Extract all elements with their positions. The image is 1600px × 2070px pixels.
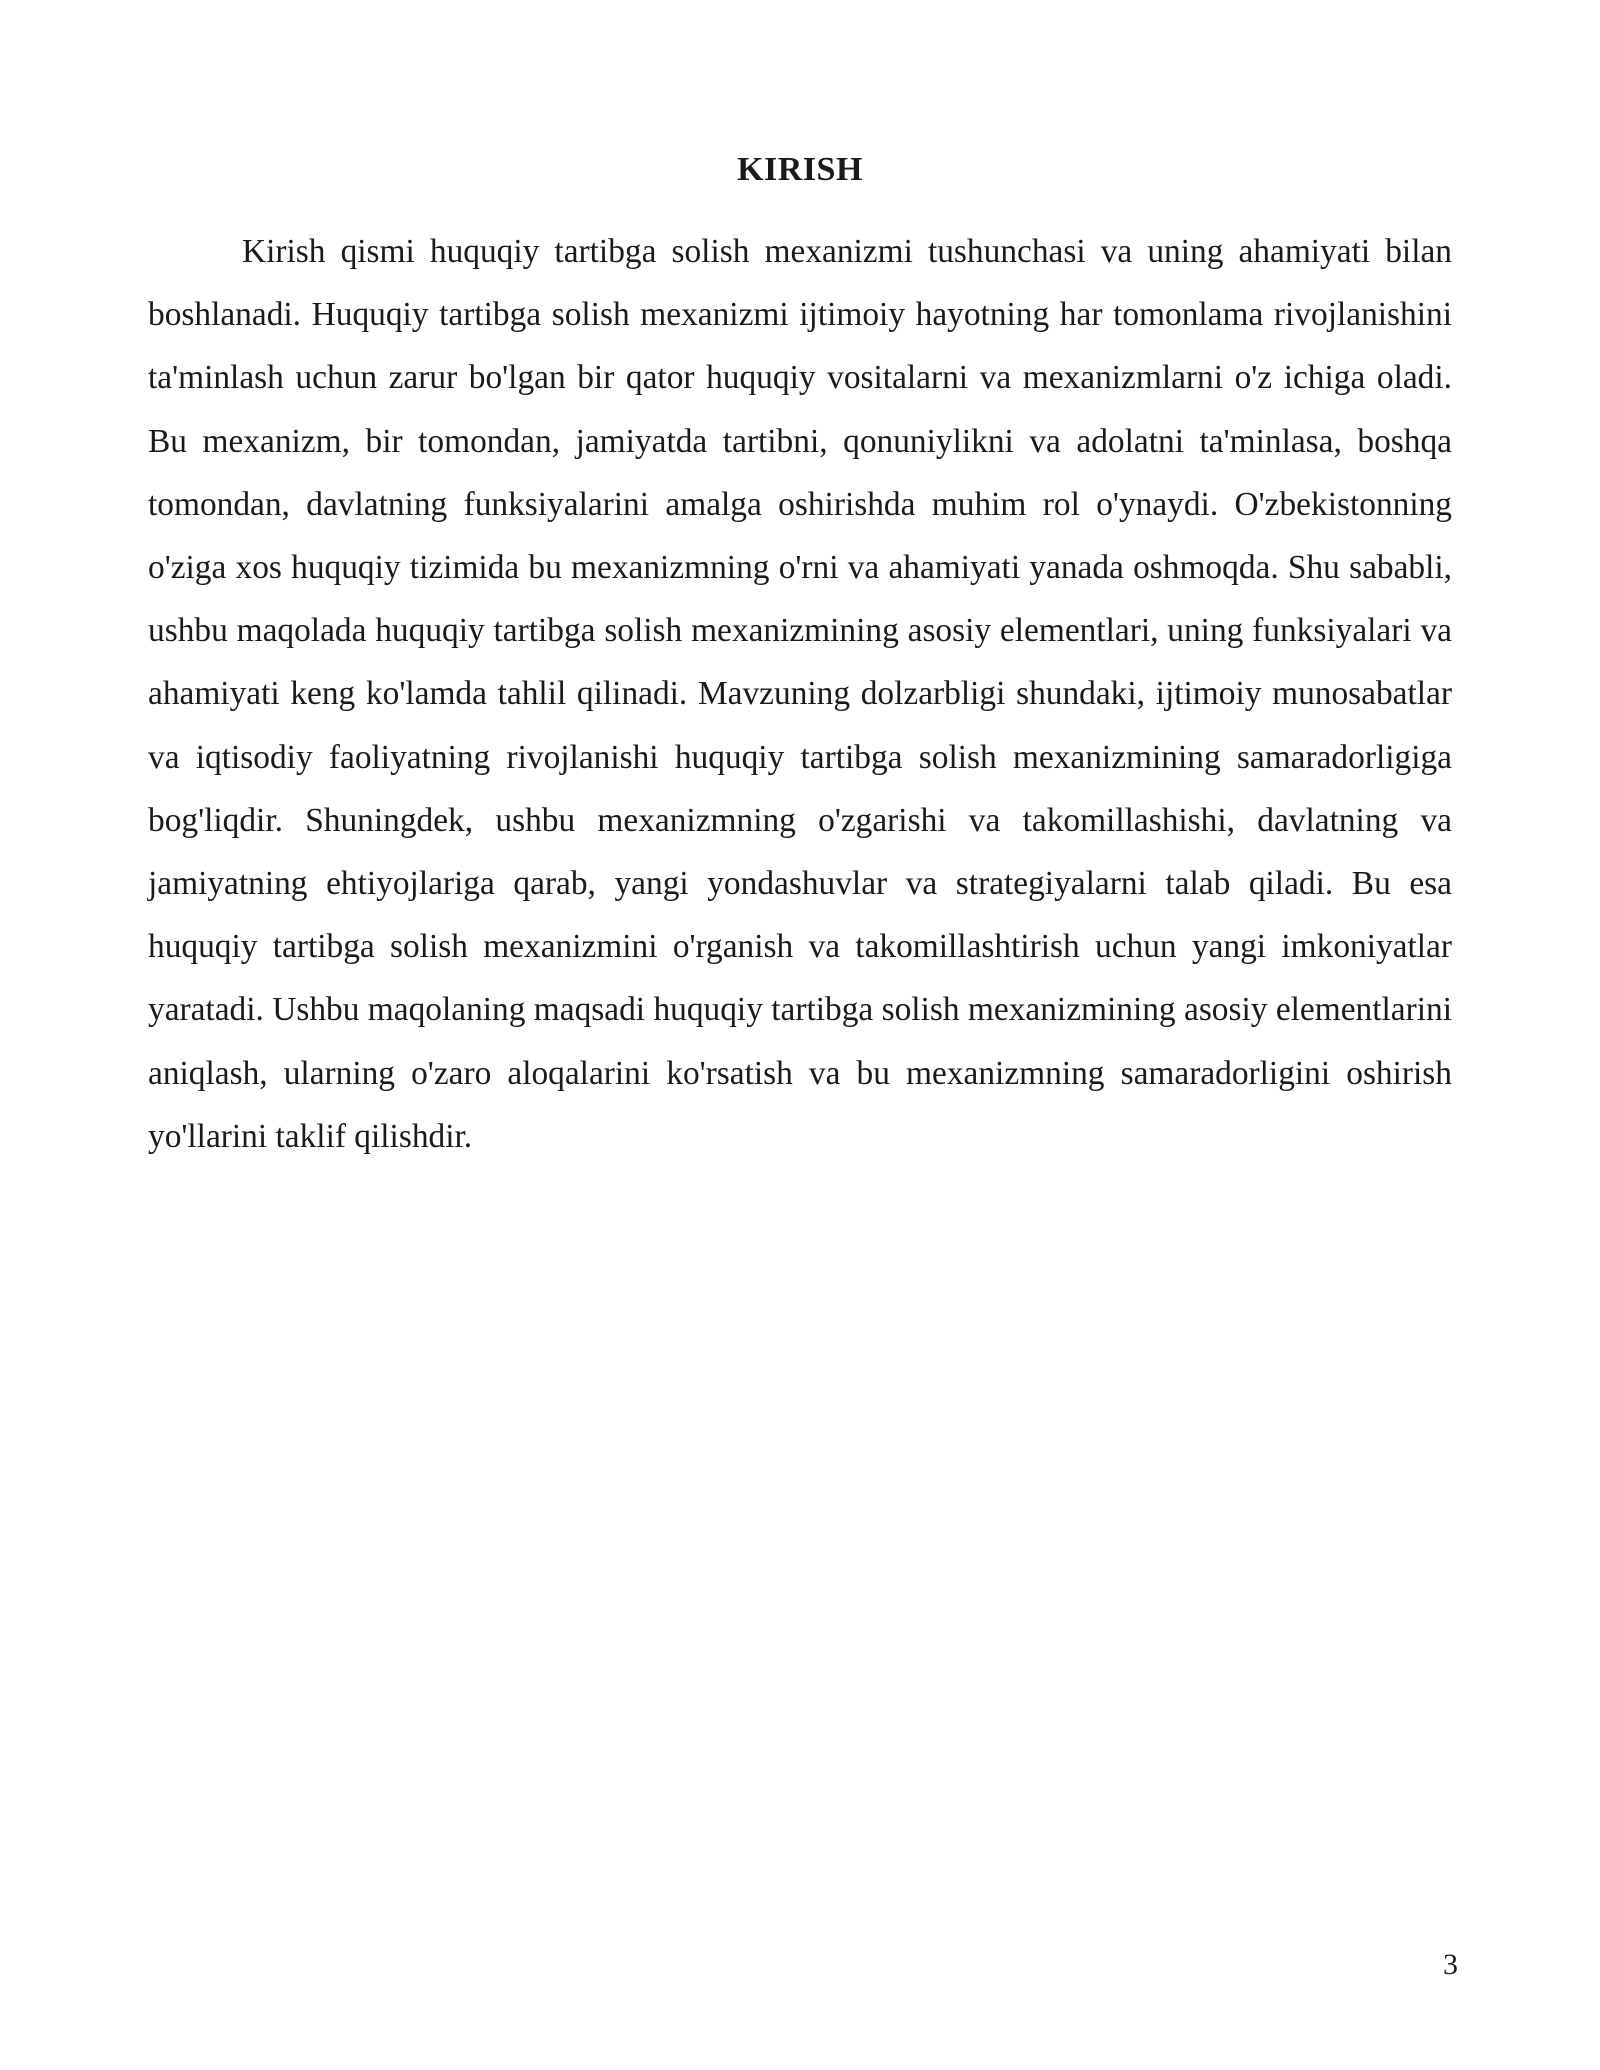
body-paragraph: Kirish qismi huquqiy tartibga solish mexanizmi tushunchasi va uning ahamiyati bilan boshlanadi. Huquqiy tartibga solish mexanizmi ijtimoiy hayotning har tomonlama rivojlanishini ta'minlash uchun zarur bo'lgan bir qator huquqiy vositalarni va mexanizmlarni o'z ichiga oladi. Bu mexanizm, bir tomondan, jamiyatda tartibni, qonuniylikni va adolatni ta'minlasa, boshqa tomondan, davlatning funksiyalarini amalga oshirishda muhim rol o'ynaydi. O'zbekistonning o'ziga xos huquqiy tizimida bu mexanizmning o'rni va ahamiyati yanada oshmoqda. Shu sababli, ushbu maqolada huquqiy tartibga solish mexanizmining asosiy elementlari, uning funksiyalari va ahamiyati keng ko'lamda tahlil qilinadi. Mavzuning dolzarbligi shundaki, ijtimoiy munosabatlar va iqtisodiy faoliyatning rivojlanishi huquqiy tartibga solish mexanizmining samaradorligiga bog'liqdir. Shuningdek, ushbu mexanizmning o'zgarishi va takomillashishi, davlatning va jamiyatning ehtiyojlariga qarab, yangi yondashuvlar va strategiyalarni talab qiladi. Bu esa huquqiy tartibga solish mexanizmini o'rganish va takomillashtirish uchun yangi imkoniyatlar yaratadi. Ushbu maqolaning maqsadi huquqiy tartibga solish mexanizmining asosiy elementlarini aniqlash, ularning o'zaro aloqalarini ko'rsatish va bu mexanizmning samaradorligini oshirish yo'llarini taklif qilishdir.: [148, 233, 1452, 1155]
page-number: 3: [1443, 1948, 1458, 1981]
section-heading: KIRISH: [737, 151, 863, 188]
